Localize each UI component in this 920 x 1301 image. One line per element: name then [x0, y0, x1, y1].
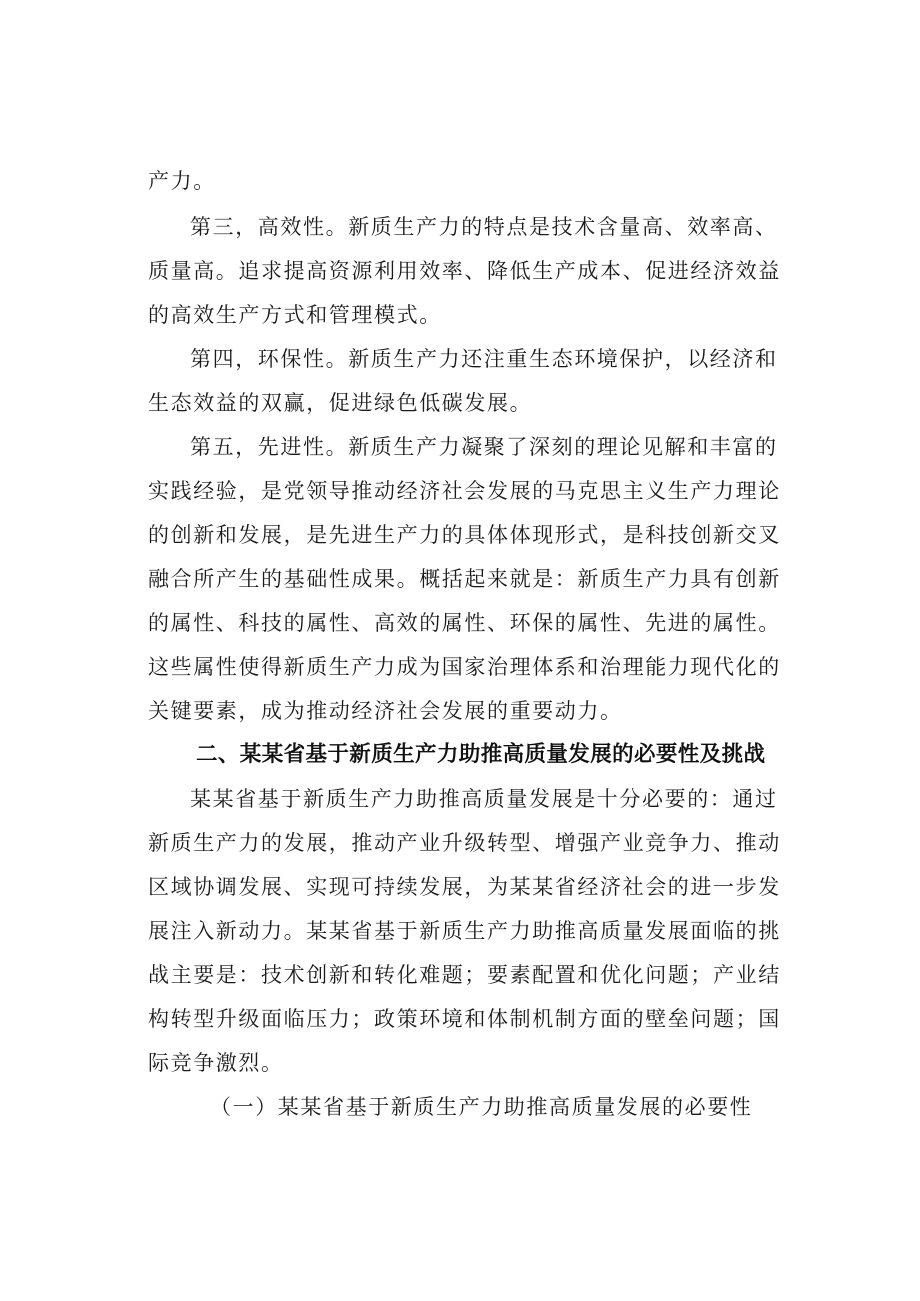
paragraph-line: 生态效益的双赢，促进绿色低碳发展。	[148, 391, 533, 415]
paragraph-line: 构转型升级面临压力；政策环境和体制机制方面的壁垒问题；国	[148, 1007, 781, 1031]
paragraph-line: 战主要是：技术创新和转化难题；要素配置和优化问题；产业结	[148, 963, 781, 987]
paragraph-line: 某某省基于新质生产力助推高质量发展是十分必要的：通过	[190, 787, 778, 811]
paragraph-line: 产力。	[148, 169, 216, 193]
paragraph-line: 融合所产生的基础性成果。概括起来就是：新质生产力具有创新	[148, 567, 781, 591]
paragraph-line: 质量高。追求提高资源利用效率、降低生产成本、促进经济效益	[148, 259, 781, 283]
paragraph-line: 的创新和发展，是先进生产力的具体体现形式，是科技创新交叉	[148, 523, 781, 547]
paragraph-line: 实践经验，是党领导推动经济社会发展的马克思主义生产力理论	[148, 479, 781, 503]
paragraph-line: 第三，高效性。新质生产力的特点是技术含量高、效率高、	[190, 215, 778, 239]
paragraph-line: 际竞争激烈。	[148, 1051, 284, 1075]
section-heading: 二、某某省基于新质生产力助推高质量发展的必要性及挑战	[196, 742, 766, 767]
paragraph-line: 新质生产力的发展，推动产业升级转型、增强产业竞争力、推动	[148, 831, 781, 855]
paragraph-line: 展注入新动力。某某省基于新质生产力助推高质量发展面临的挑	[148, 919, 781, 943]
paragraph-line: 这些属性使得新质生产力成为国家治理体系和治理能力现代化的	[148, 655, 781, 679]
paragraph-line: 第五，先进性。新质生产力凝聚了深刻的理论见解和丰富的	[190, 435, 778, 459]
subsection-heading: （一）某某省基于新质生产力助推高质量发展的必要性	[210, 1095, 753, 1119]
paragraph-line: 的高效生产方式和管理模式。	[148, 303, 442, 327]
paragraph-line: 关键要素，成为推动经济社会发展的重要动力。	[148, 699, 623, 723]
paragraph-line: 第四，环保性。新质生产力还注重生态环境保护，以经济和	[190, 347, 778, 371]
paragraph-line: 区域协调发展、实现可持续发展，为某某省经济社会的进一步发	[148, 875, 781, 899]
paragraph-line: 的属性、科技的属性、高效的属性、环保的属性、先进的属性。	[148, 611, 781, 635]
